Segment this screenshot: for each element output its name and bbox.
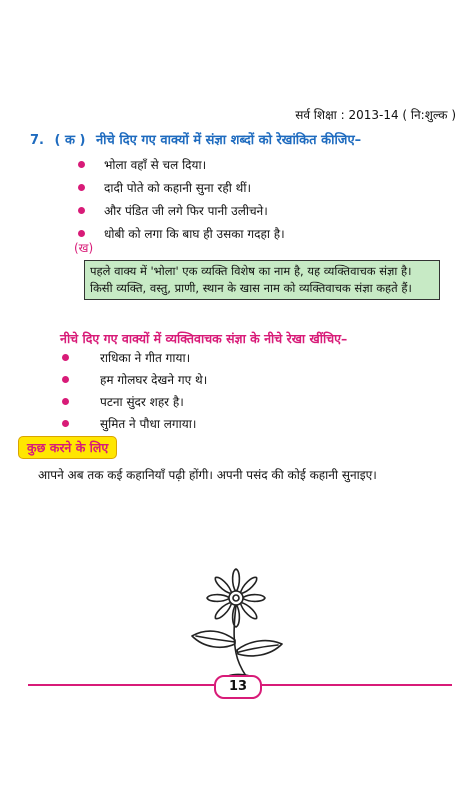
list-item: पटना सुंदर शहर है। [50,392,207,414]
list-item: राधिका ने गीत गाया। [50,348,207,370]
activity-heading-tag: कुछ करने के लिए [18,436,117,459]
footer-rule-right [260,684,452,686]
part-kha-instruction: नीचे दिए गए वाक्यों में व्यक्तिवाचक संज्ञा के नीचे रेखा खींचिए– [60,331,348,346]
bullet-icon [78,207,85,214]
flower-icon [184,568,288,680]
list-item: दादी पोते को कहानी सुना रही थीं। [70,178,285,201]
list-item: हम गोलघर देखने गए थे। [50,370,207,392]
part-ka-label: ( क ) [54,133,86,148]
info-note-box: पहले वाक्य में 'भोला' एक व्यक्ति विशेष का नाम है, यह व्यक्तिवाचक संज्ञा है। किसी व्यक्ति, वस्तु, प्राणी, स्थान के खास नाम को व्यक्तिवाचक संज्ञा कहते हैं। [84,260,440,300]
activity-text: आपने अब तक कई कहानियाँ पढ़ी होंगी। अपनी पसंद की कोई कहानी सुनाइए। [38,468,377,482]
list-item: भोला वहाँ से चल दिया। [70,155,285,178]
bullet-icon [62,354,69,361]
bullet-icon [78,230,85,237]
page-header: सर्व शिक्षा : 2013-14 ( नि:शुल्क ) [295,108,456,122]
list-item: धोबी को लगा कि बाघ ही उसका गदहा है। [70,224,285,247]
noun-sentence-list [70,155,285,247]
question-number: 7. [30,133,44,148]
proper-noun-sentence-list [50,348,207,436]
question-7-heading [30,130,361,148]
question-7-instruction: नीचे दिए गए वाक्यों में संज्ञा शब्दों को रेखांकित कीजिए– [95,133,362,148]
bullet-icon [62,398,69,405]
bullet-icon [78,184,85,191]
bullet-icon [62,420,69,427]
page-number: 13 [214,675,262,699]
part-kha-label: (ख) [74,241,94,255]
bullet-icon [62,376,69,383]
list-item: सुमित ने पौधा लगाया। [50,414,207,436]
footer-rule-left [28,684,214,686]
bullet-icon [78,161,85,168]
list-item: और पंडित जी लगे फिर पानी उलीचने। [70,201,285,224]
